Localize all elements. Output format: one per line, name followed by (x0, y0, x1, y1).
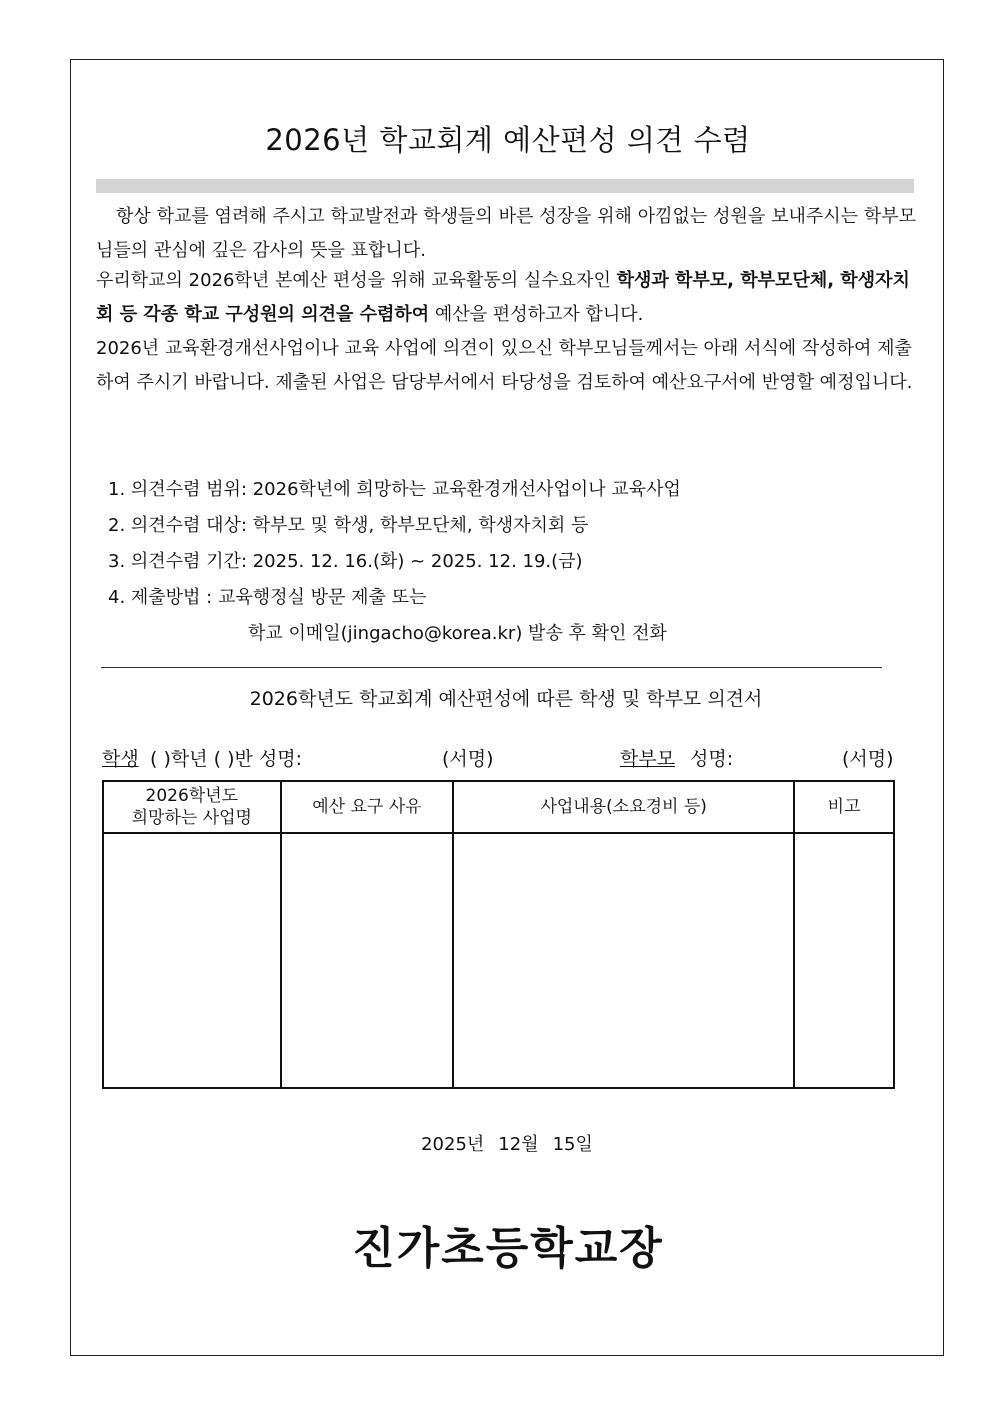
table-header-row (103, 781, 894, 833)
opinion-table (102, 780, 895, 1089)
title-divider-bar (96, 179, 914, 193)
student-label: 학생 (102, 748, 139, 770)
intro-paragraph-3: 2026년 교육환경개선사업이나 교육 사업에 의견이 있으신 학부모님들께서는 아래 서식에 작성하여 제출하여 주시기 바랍니다. 제출된 사업은 담당부서에서 타당성을 검토하여 예산요구서에 반영할 예정입니다. (96, 338, 913, 393)
intro-p2-bold: 학생과 학부모, 학부모단체, 학생자치회 등 각종 학교 구성원의 의견을 수렴하여 (96, 270, 910, 325)
header-project-year: 2026학년도 (145, 786, 239, 806)
header-project-label: 희망하는 사업명 (131, 808, 252, 828)
header-budget-reason: 예산 요구 사유 (281, 781, 454, 833)
info-item-method: 4. 제출방법 : 교육행정실 방문 제출 또는 (108, 587, 427, 608)
date-month: 12월 (498, 1134, 539, 1155)
header-project-content: 사업내용(소요경비 등) (453, 781, 794, 833)
section-divider (101, 667, 882, 668)
intro-paragraph-1: 항상 학교를 염려해 주시고 학교발전과 학생들의 바른 성장을 위해 아낌없는 성원을 보내주시는 학부모님들의 관심에 깊은 감사의 뜻을 표합니다. (96, 206, 916, 261)
header-project-name (103, 781, 281, 833)
parent-label: 학부모 (620, 748, 676, 770)
table-row (103, 833, 894, 1088)
date-day: 15일 (552, 1134, 593, 1155)
form-title: 2026학년도 학교회계 예산편성에 따른 학생 및 학부모 의견서 (249, 688, 763, 710)
project-content-cell[interactable] (453, 833, 794, 1088)
info-item-target: 2. 의견수렴 대상: 학부모 및 학생, 학부모단체, 학생자치회 등 (108, 515, 589, 536)
intro-paragraph-2 (96, 264, 916, 332)
info-item-method-email: 학교 이메일(jingacho@korea.kr) 발송 후 확인 전화 (248, 623, 667, 644)
date-year: 2025년 (421, 1134, 485, 1155)
header-remarks: 비고 (794, 781, 894, 833)
signature-row (102, 744, 902, 774)
parent-sign-field[interactable]: (서명) (842, 748, 894, 770)
intro-p2-start: 우리학교의 2026학년 본예산 편성을 위해 교육활동의 실수요자인 (96, 270, 617, 291)
parent-name-field[interactable]: 성명: (690, 748, 734, 770)
remarks-cell[interactable] (794, 833, 894, 1088)
project-name-cell[interactable] (103, 833, 281, 1088)
issue-date (0, 1130, 992, 1156)
principal-signature: 진가초등학교장 (352, 1223, 664, 1274)
student-grade-class-name-field[interactable]: ( )학년 ( )반 성명: (150, 748, 302, 770)
budget-reason-cell[interactable] (281, 833, 454, 1088)
info-list (108, 472, 681, 652)
document-title: 2026년 학교회계 예산편성 의견 수렴 (265, 123, 751, 157)
student-sign-field[interactable]: (서명) (442, 748, 494, 770)
info-item-period: 3. 의견수렴 기간: 2025. 12. 16.(화) ~ 2025. 12. 19.(금) (108, 551, 583, 572)
intro-p2-end: 예산을 편성하고자 합니다. (429, 304, 644, 325)
info-item-scope: 1. 의견수렴 범위: 2026학년에 희망하는 교육환경개선사업이나 교육사업 (108, 479, 681, 500)
